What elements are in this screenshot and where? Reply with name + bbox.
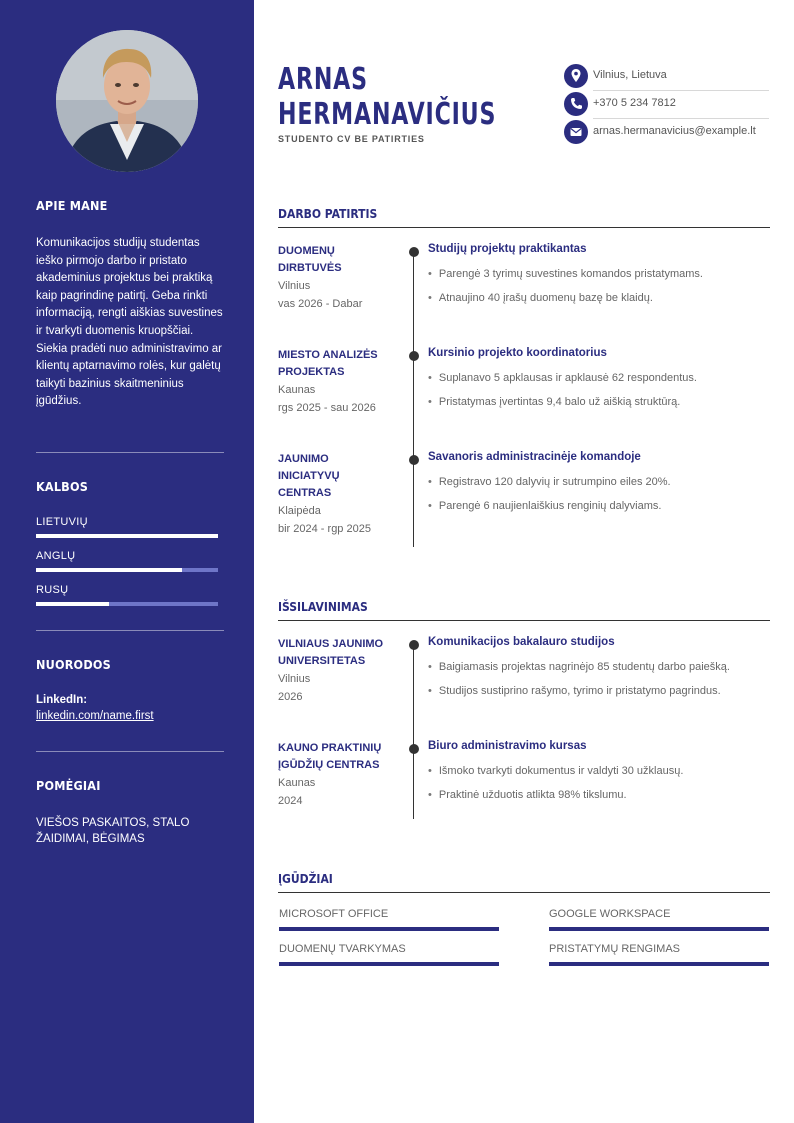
entry-dates: vas 2026 - Dabar (278, 298, 363, 310)
timeline-dot (409, 351, 419, 361)
entry-bullet: • Studijos sustiprino rašymo, tyrimo ir pristatymo pagrindus. (428, 685, 721, 697)
entry-bullet: • Praktinė užduotis atlikta 98% tikslumu. (428, 789, 627, 801)
contact-phone (564, 90, 769, 118)
entry-dates: bir 2024 - rgp 2025 (278, 523, 371, 535)
skill-item (549, 943, 769, 955)
languages-title: KALBOS (36, 479, 89, 494)
last-name: HERMANAVIČIUS (278, 97, 497, 132)
entry-role: Savanoris administracinėje komandoje (428, 451, 641, 463)
language-level-fill (36, 602, 109, 606)
sidebar-divider (36, 751, 224, 752)
linkedin-link[interactable]: linkedin.com/name.first (36, 710, 154, 722)
language-level-track (36, 534, 218, 538)
avatar (56, 30, 198, 172)
entry-bullet: • Išmoko tvarkyti dokumentus ir valdyti 30 užklausų. (428, 765, 683, 777)
entry-city: Kaunas (278, 777, 316, 789)
skill-label: PRISTATYMŲ RENGIMAS (549, 943, 680, 955)
cv-subtitle: STUDENTO CV BE PATIRTIES (278, 134, 425, 144)
entry-org-name: JAUNIMO INICIATYVŲ CENTRAS (278, 453, 340, 499)
entry-organization (278, 347, 388, 417)
education-timeline (413, 643, 414, 819)
mail-icon (564, 120, 588, 144)
skill-item (279, 908, 499, 920)
skill-label: MICROSOFT OFFICE (279, 908, 389, 920)
language-level-track (36, 602, 218, 606)
entry-bullet: • Pristatymas įvertintas 9,4 balo už aiškią struktūrą. (428, 396, 680, 408)
entry-organization (278, 740, 388, 810)
entry-org-name: DUOMENŲ DIRBTUVĖS (278, 245, 342, 274)
timeline-dot (409, 744, 419, 754)
skill-bar (279, 927, 499, 931)
entry-dates: 2026 (278, 691, 303, 703)
language-level-track (36, 568, 218, 572)
entry-bullet: • Baigiamasis projektas nagrinėjo 85 studentų darbo paiešką. (428, 661, 730, 673)
about-section (36, 198, 224, 411)
entry-bullet: • Parengė 6 naujienlaiškius renginių dalyviams. (428, 500, 661, 512)
language-item (36, 516, 218, 528)
language-label: ANGLŲ (36, 550, 76, 562)
entry-organization (278, 243, 388, 313)
entry-org-name: VILNIAUS JAUNIMO UNIVERSITETAS (278, 638, 384, 667)
entry-bullet: • Atnaujino 40 įrašų duomenų bazę be klaidų. (428, 292, 653, 304)
phone-icon (564, 92, 588, 116)
entry-city: Vilnius (278, 673, 311, 685)
language-label: RUSŲ (36, 584, 69, 596)
language-level-fill (36, 568, 182, 572)
entry-organization (278, 451, 388, 538)
hobbies-title: POMĖGIAI (36, 778, 101, 793)
sidebar-divider (36, 630, 224, 631)
contact-email[interactable] (564, 118, 769, 146)
entry-dates: 2024 (278, 795, 303, 807)
skill-label: GOOGLE WORKSPACE (549, 908, 671, 920)
entry-organization (278, 636, 388, 706)
links-section (36, 657, 224, 724)
linkedin-label: LinkedIn: (36, 694, 88, 706)
entry-role: Biuro administravimo kursas (428, 740, 587, 752)
entry-role: Studijų projektų praktikantas (428, 243, 587, 255)
skill-bar (279, 962, 499, 966)
timeline-dot (409, 455, 419, 465)
language-label: LIETUVIŲ (36, 516, 88, 528)
education-title: IŠSILAVINIMAS (278, 600, 770, 621)
skill-item (279, 943, 499, 955)
contact-text: Vilnius, Lietuva (593, 69, 667, 81)
skill-bar (549, 927, 769, 931)
entry-bullet: • Suplanavo 5 apklausas ir apklausė 62 respondentus. (428, 372, 697, 384)
entry-role: Komunikacijos bakalauro studijos (428, 636, 615, 648)
hobbies-section (36, 778, 224, 847)
hobbies-text: VIEŠOS PASKAITOS, STALO ŽAIDIMAI, BĖGIMAS (36, 817, 190, 845)
sidebar (0, 0, 254, 1123)
links-title: NUORODOS (36, 657, 111, 672)
about-title: APIE MANE (36, 198, 108, 213)
skill-item (549, 908, 769, 920)
portrait-image (56, 30, 198, 172)
entry-org-name: MIESTO ANALIZĖS PROJEKTAS (278, 349, 378, 378)
entry-bullet: • Parengė 3 tyrimų suvestines komandos pristatymams. (428, 268, 703, 280)
location-pin-icon (564, 64, 588, 88)
contact-text: +370 5 234 7812 (593, 97, 676, 109)
entry-city: Klaipėda (278, 505, 321, 517)
language-item (36, 550, 218, 562)
experience-timeline (413, 250, 414, 547)
entry-role: Kursinio projekto koordinatorius (428, 347, 607, 359)
candidate-name (278, 62, 496, 132)
entry-org-name: KAUNO PRAKTINIŲ ĮGŪDŽIŲ CENTRAS (278, 742, 382, 771)
languages-section (36, 479, 224, 494)
contact-location (564, 62, 769, 90)
first-name: ARNAS (278, 62, 368, 97)
entry-city: Kaunas (278, 384, 316, 396)
timeline-dot (409, 247, 419, 257)
language-item (36, 584, 218, 596)
timeline-dot (409, 640, 419, 650)
skills-title: ĮGŪDŽIAI (278, 872, 770, 893)
contact-text[interactable]: arnas.hermanavicius@example.lt (593, 125, 756, 137)
skill-bar (549, 962, 769, 966)
skill-label: DUOMENŲ TVARKYMAS (279, 943, 406, 955)
experience-title: DARBO PATIRTIS (278, 207, 770, 228)
language-level-fill (36, 534, 218, 538)
entry-bullet: • Registravo 120 dalyvių ir sutrumpino eiles 20%. (428, 476, 671, 488)
entry-city: Vilnius (278, 280, 311, 292)
sidebar-divider (36, 452, 224, 453)
entry-dates: rgs 2025 - sau 2026 (278, 402, 376, 414)
about-text: Komunikacijos studijų studentas ieško pirmojo darbo ir pristato akademinius projektus bei praktiką kaip pagrindinę patirtį. Geba rinkti informaciją, rengti aiškias suvestines ir tvarkyti duomenis kruopščiai. Siekia pradėti nuo administravimo ar klientų aptarnavimo rolės, kur galėtų taikyti bazinius skaitmeninius įgūdžius. (36, 237, 223, 408)
